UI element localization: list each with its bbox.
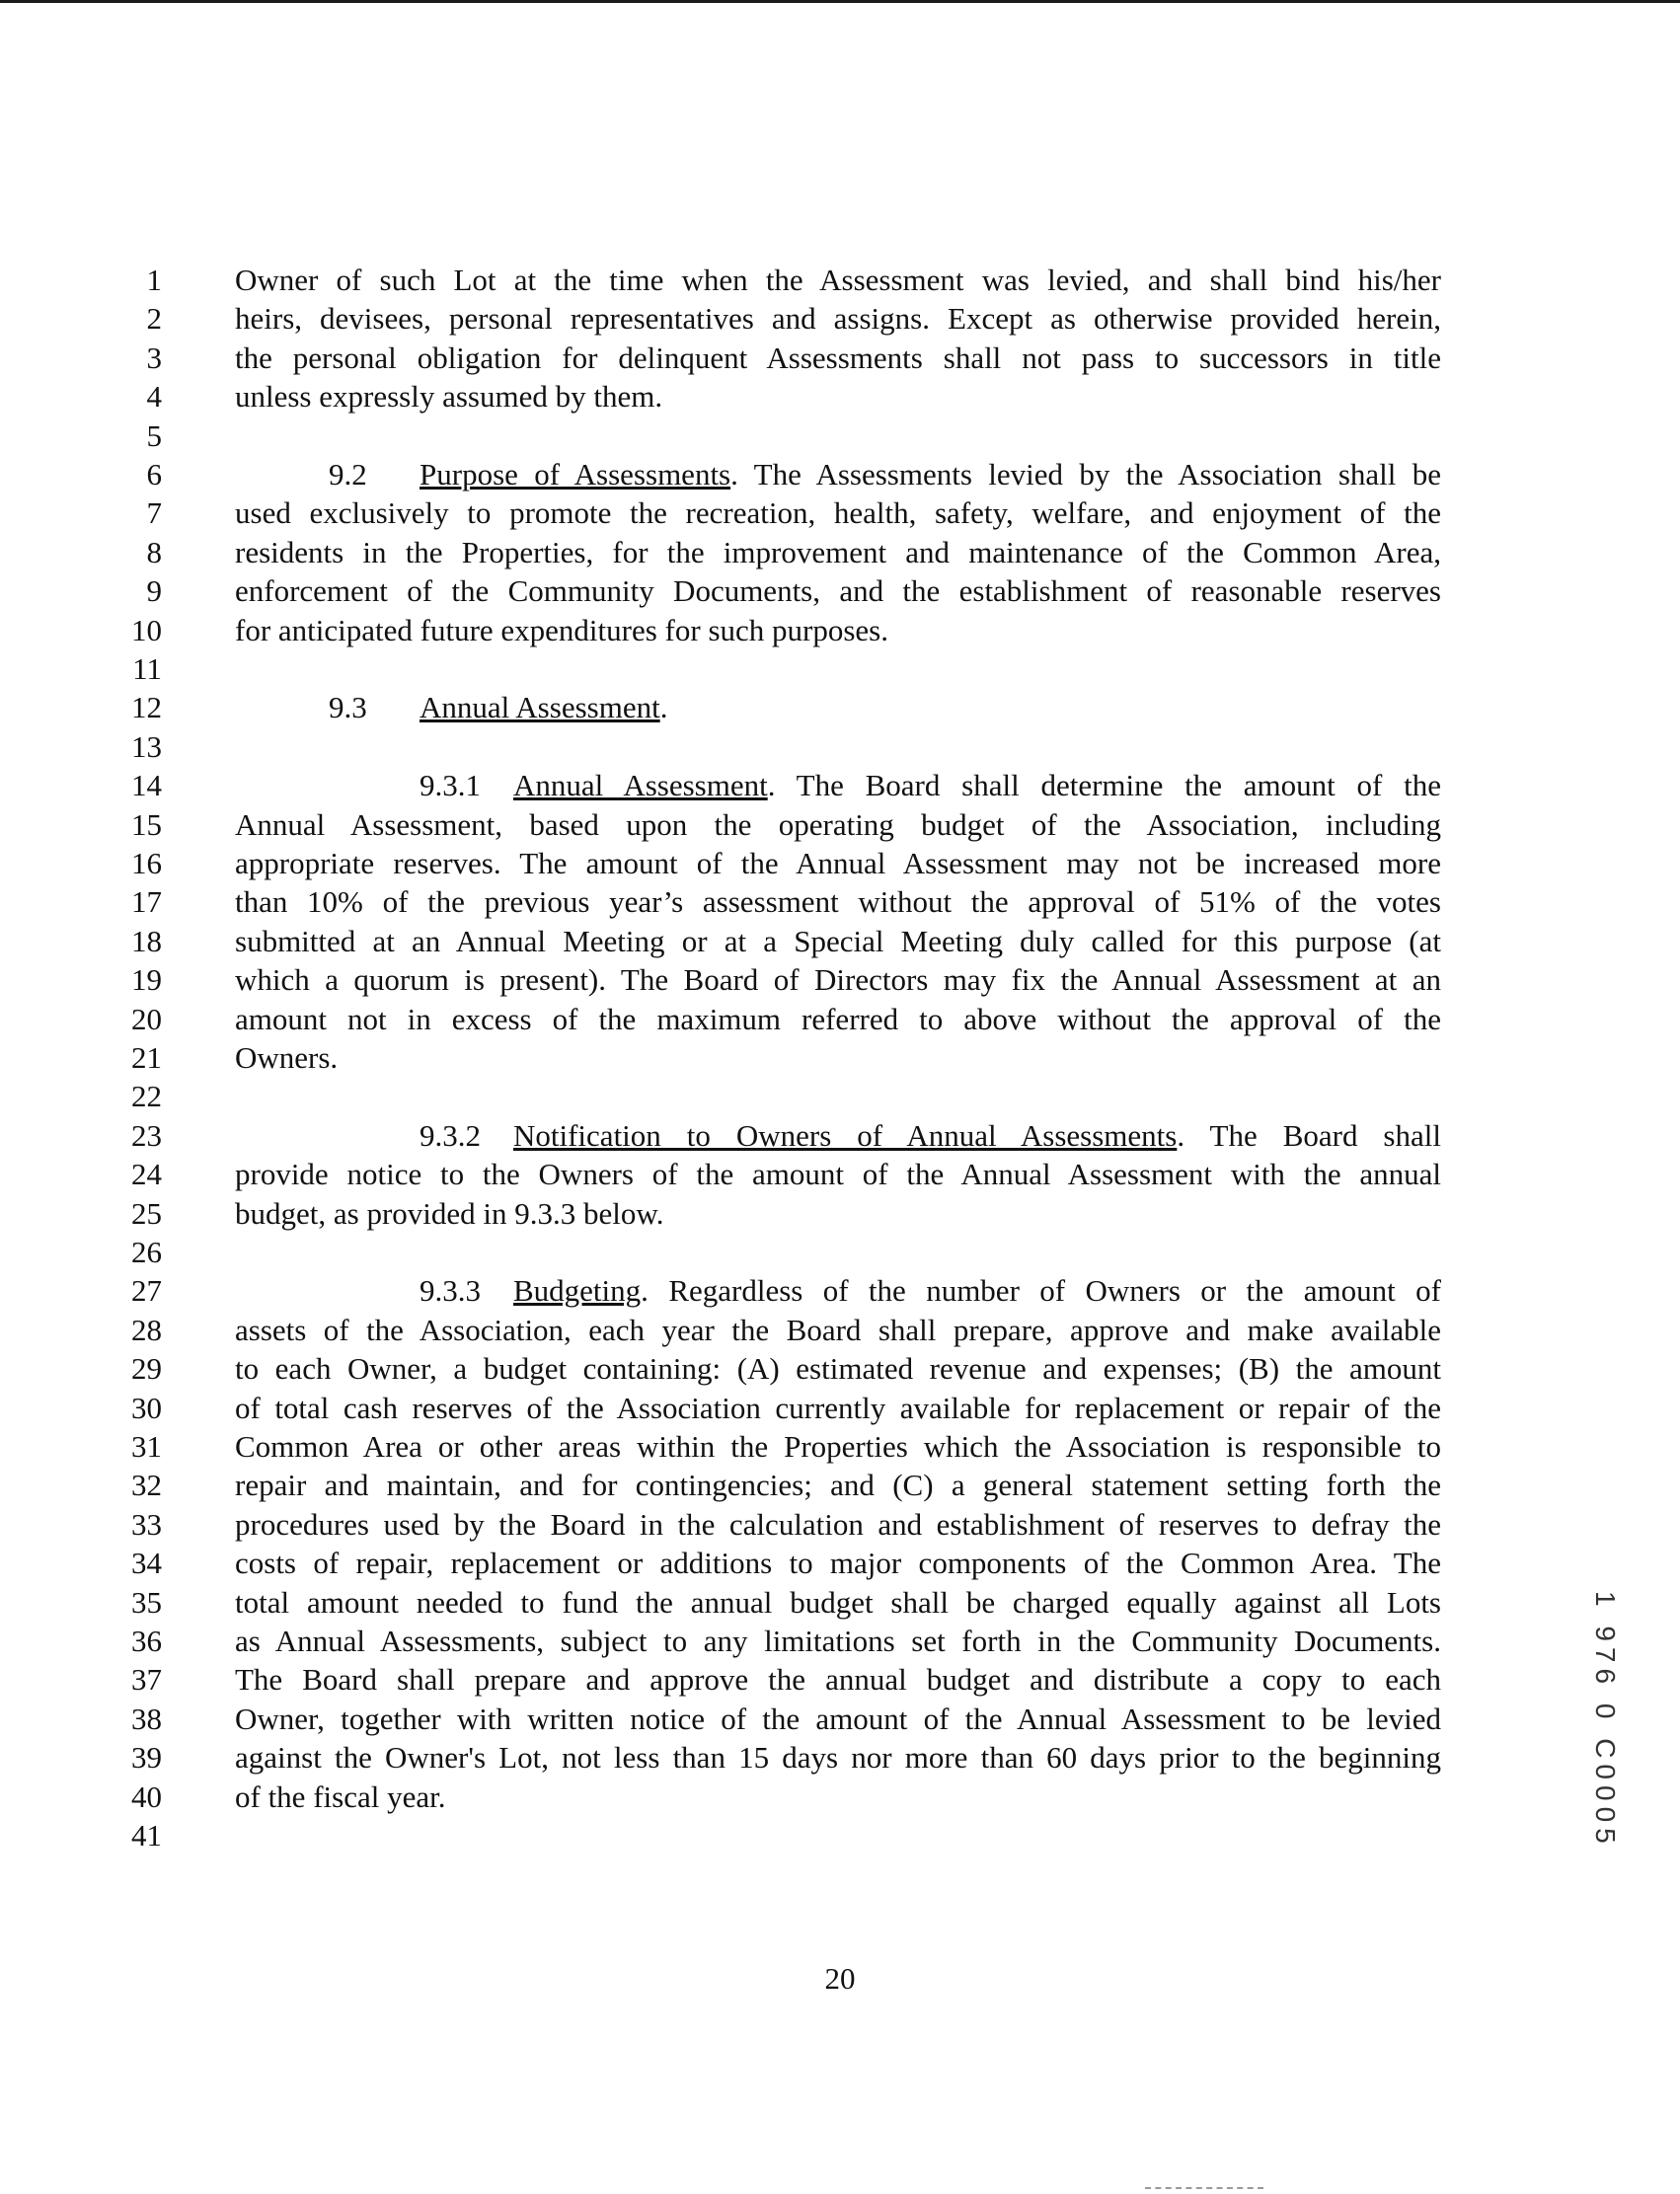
line-text: used exclusively to promote the recreation, health, safety, welfare, and enjoyment of the (235, 495, 1441, 531)
line-number: 9 (146, 573, 162, 609)
section-number: 9.3.2 (420, 1117, 481, 1153)
page-top-border (0, 0, 1680, 3)
line-text: Owners. (235, 1040, 339, 1075)
line-text (420, 1271, 1441, 1311)
line-text: assets of the Association, each year the Board shall prepare, approve and make available (235, 1312, 1441, 1347)
line-number: 14 (131, 768, 162, 803)
line-text: Annual Assessment, based upon the operating budget of the Association, including (235, 806, 1441, 842)
page-number: 20 (824, 1961, 856, 1996)
section-text: . Regardless of the number of Owners or the amount of (641, 1273, 1441, 1309)
line-number: 13 (131, 728, 162, 764)
line-text: amount not in excess of the maximum referred to above without the approval of the (235, 1001, 1441, 1036)
section-number: 9.2 (329, 457, 367, 492)
line-number: 35 (131, 1584, 162, 1620)
line-number: 1 (146, 263, 162, 297)
line-number: 26 (131, 1235, 162, 1269)
section-heading: Annual Assessment (513, 768, 768, 803)
line-number: 3 (146, 340, 162, 375)
line-text: appropriate reserves. The amount of the Annual Assessment may not be increased more (235, 846, 1441, 880)
line-text: total amount needed to fund the annual budget shall be charged equally against all Lots (235, 1584, 1441, 1620)
line-text: The Board shall prepare and approve the annual budget and distribute a copy to each (235, 1662, 1441, 1698)
line-number: 23 (131, 1117, 162, 1153)
line-text: unless expressly assumed by them. (235, 379, 663, 415)
line-number: 8 (146, 534, 162, 569)
line-number: 22 (131, 1079, 162, 1114)
line-number: 10 (131, 612, 162, 647)
line-text: of the fiscal year. (235, 1778, 446, 1814)
line-number: 16 (131, 846, 162, 880)
line-text: of total cash reserves of the Association currently available for replacement or repair of the (235, 1390, 1441, 1425)
line-text: costs of repair, replacement or additions to major components of the Common Area. The (235, 1546, 1441, 1581)
scan-artifact-divider (1145, 2187, 1263, 2191)
line-text (329, 688, 1441, 727)
line-number: 33 (131, 1506, 162, 1542)
line-text: for anticipated future expenditures for such purposes. (235, 612, 888, 647)
section-heading: Notification to Owners of Annual Assessments (513, 1117, 1178, 1153)
line-text: Owner of such Lot at the time when the Assessment was levied, and shall bind his/her (235, 263, 1441, 297)
line-number: 4 (146, 379, 162, 415)
line-text: submitted at an Annual Meeting or at a Special Meeting duly called for this purpose (at (235, 923, 1441, 958)
line-text: enforcement of the Community Documents, and the establishment of reasonable reserves (235, 573, 1441, 609)
line-text: procedures used by the Board in the calculation and establishment of reserves to defray the (235, 1506, 1441, 1542)
line-number: 37 (131, 1662, 162, 1698)
line-number: 30 (131, 1390, 162, 1425)
line-number: 32 (131, 1468, 162, 1503)
line-number: 24 (131, 1157, 162, 1192)
line-text: residents in the Properties, for the improvement and maintenance of the Common Area, (235, 534, 1441, 569)
line-number: 17 (131, 884, 162, 920)
line-number: 36 (131, 1624, 162, 1658)
line-text (329, 455, 1441, 494)
section-number: 9.3.3 (420, 1273, 481, 1309)
line-number: 40 (131, 1778, 162, 1814)
line-text (420, 1116, 1441, 1156)
line-number: 5 (146, 417, 162, 453)
line-text: which a quorum is present). The Board of Directors may fix the Annual Assessment at an (235, 962, 1441, 998)
line-text: the personal obligation for delinquent Assessments shall not pass to successors in title (235, 340, 1441, 375)
section-text: . The Board shall determine the amount of the (767, 768, 1441, 803)
section-text: . The Board shall (1177, 1117, 1441, 1153)
line-number: 39 (131, 1740, 162, 1776)
line-number: 34 (131, 1546, 162, 1581)
line-text: repair and maintain, and for contingencies; and (C) a general statement setting forth the (235, 1468, 1441, 1503)
line-text: budget, as provided in 9.3.3 below. (235, 1195, 664, 1231)
line-text: Common Area or other areas within the Properties which the Association is responsible to (235, 1429, 1441, 1464)
line-number: 19 (131, 962, 162, 998)
section-number: 9.3.1 (420, 768, 481, 803)
line-number: 41 (131, 1818, 162, 1853)
line-text: than 10% of the previous year’s assessment without the approval of 51% of the votes (235, 884, 1441, 920)
line-text: heirs, devisees, personal representatives and assigns. Except as otherwise provided herein, (235, 301, 1441, 337)
bates-stamp: 1 976 0 C0005 (1590, 1591, 1621, 1850)
line-number: 12 (131, 690, 162, 725)
section-text: . The Assessments levied by the Association shall be (730, 457, 1441, 492)
line-number: 11 (132, 651, 162, 686)
line-number: 7 (146, 495, 162, 531)
section-text: . (659, 690, 668, 725)
line-number: 29 (131, 1351, 162, 1387)
line-number: 28 (131, 1312, 162, 1347)
section-heading: Budgeting (513, 1273, 642, 1309)
line-number: 15 (131, 806, 162, 842)
section-heading: Annual Assessment (420, 690, 660, 725)
line-text: Owner, together with written notice of the amount of the Annual Assessment to be levied (235, 1701, 1441, 1736)
line-text: to each Owner, a budget containing: (A) estimated revenue and expenses; (B) the amount (235, 1351, 1441, 1387)
line-number: 20 (131, 1001, 162, 1036)
section-heading: Purpose of Assessments (420, 457, 731, 492)
line-text: provide notice to the Owners of the amount of the Annual Assessment with the annual (235, 1157, 1441, 1192)
line-number: 18 (131, 923, 162, 958)
line-number: 21 (131, 1040, 162, 1075)
line-number: 31 (131, 1429, 162, 1464)
line-text: against the Owner's Lot, not less than 15 days nor more than 60 days prior to the beginning (235, 1740, 1441, 1776)
line-number: 25 (131, 1195, 162, 1231)
line-text (420, 766, 1441, 805)
line-text: as Annual Assessments, subject to any limitations set forth in the Community Documents. (235, 1624, 1441, 1658)
section-number: 9.3 (329, 690, 367, 725)
line-number: 38 (131, 1701, 162, 1736)
line-number: 6 (146, 457, 162, 492)
line-number: 2 (146, 301, 162, 337)
line-number: 27 (131, 1273, 162, 1309)
